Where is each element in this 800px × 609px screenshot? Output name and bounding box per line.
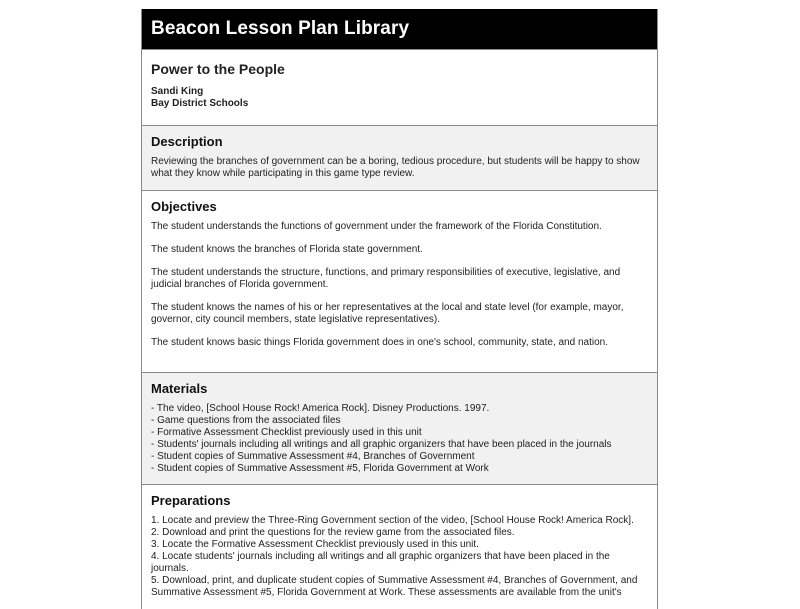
description-section [142, 125, 657, 190]
description-text: Reviewing the branches of government can be a boring, tedious procedure, but students will be happy to show what they know while participating in this game type review. [151, 156, 640, 179]
objectives-heading: Objectives [151, 199, 217, 214]
objective-item: The student understands the functions of government under the framework of the Florida Constitution. [151, 221, 602, 232]
preparations-item: 4. Locate students' journals including all writings and all graphic organizers that have been placed in the journals. [151, 551, 610, 574]
materials-item: - The video, [School House Rock! America Rock]. Disney Productions. 1997. [151, 403, 490, 414]
objective-item: The student understands the structure, functions, and primary responsibilities of executive, legislative, and judicial branches of Florida government. [151, 267, 621, 290]
objective-item: The student knows basic things Florida government does in one's school, community, state, and nation. [151, 337, 608, 348]
lesson-title: Power to the People [151, 61, 285, 77]
materials-item: - Student copies of Summative Assessment #4, Branches of Government [151, 451, 475, 462]
site-banner [142, 9, 657, 49]
site-banner-title: Beacon Lesson Plan Library [151, 18, 410, 39]
preparations-item: 5. Download, print, and duplicate student copies of Summative Assessment #4, Branches of Government, and Summative Assessment #5, Florida Government at Work. These assessments are available from the unit's [151, 575, 638, 598]
materials-heading: Materials [151, 381, 208, 396]
preparations-section [142, 484, 657, 608]
materials-item: - Students' journals including all writings and all graphic organizers that have been placed in the journals [151, 439, 612, 450]
materials-item: - Formative Assessment Checklist previously used in this unit [151, 427, 422, 438]
description-heading: Description [151, 134, 223, 149]
preparations-item: 3. Locate the Formative Assessment Checklist previously used in this unit. [151, 539, 479, 550]
objective-item: The student knows the branches of Florida state government. [151, 244, 423, 255]
lesson-author: Sandi King [151, 86, 204, 97]
preparations-item: 2. Download and print the questions for the review game from the associated files. [151, 527, 515, 538]
preparations-item: 1. Locate and preview the Three-Ring Government section of the video, [School House Rock! America Rock]. [151, 515, 634, 526]
objectives-section [142, 190, 657, 372]
preparations-heading: Preparations [151, 493, 231, 508]
materials-section [142, 372, 657, 484]
materials-item: - Student copies of Summative Assessment #5, Florida Government at Work [151, 463, 489, 474]
materials-item: - Game questions from the associated files [151, 415, 341, 426]
objective-item: The student knows the names of his or her representatives at the local and state level (for example, mayor, governor, city council members, state legislative representatives). [151, 302, 624, 325]
lesson-header [142, 49, 657, 125]
lesson-plan-page [141, 9, 658, 609]
lesson-district: Bay District Schools [151, 98, 249, 109]
